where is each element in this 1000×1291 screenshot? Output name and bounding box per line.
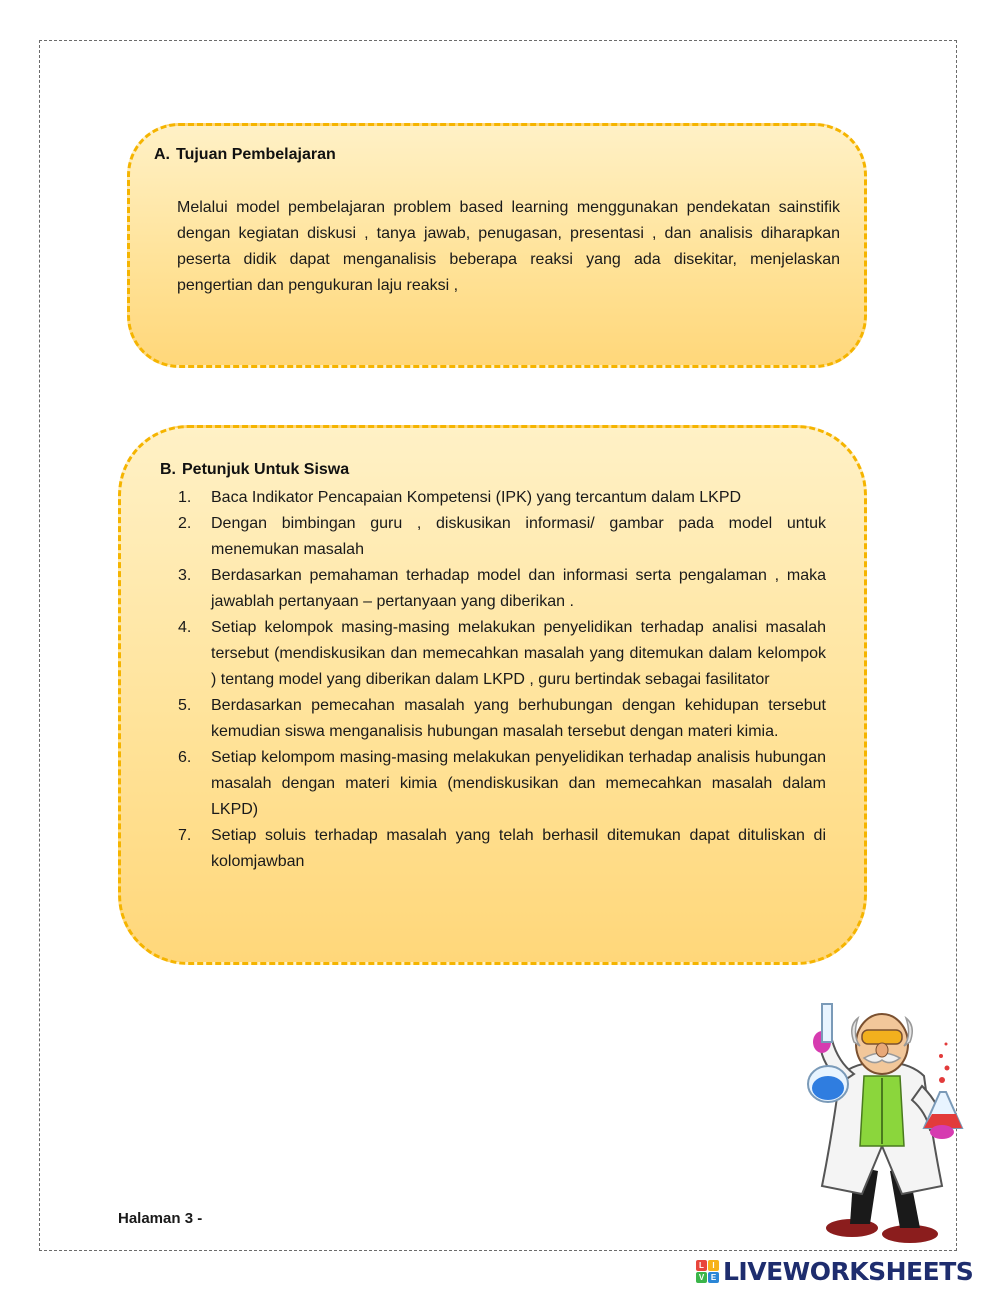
- list-item-text: Setiap soluis terhadap masalah yang telah berhasil ditemukan dapat dituliskan di kolomjawban: [211, 827, 826, 870]
- list-item-number: 2.: [178, 515, 192, 532]
- section-b-letter: B.: [160, 461, 176, 478]
- list-item-number: 3.: [178, 567, 192, 584]
- list-item-number: 5.: [178, 697, 192, 714]
- list-item: [178, 823, 826, 875]
- section-b-heading: [160, 461, 349, 479]
- section-a-body: Melalui model pembelajaran problem based learning menggunakan pendekatan sainstifik dengan kegiatan diskusi , tanya jawab, penugasan, presentasi , dan analisis diharapkan peserta didik dapat menganalisis beberapa reaksi yang ada disekitar, menjelaskan pengertian dan pengukuran laju reaksi ,: [177, 199, 840, 294]
- logo-letter: L: [696, 1260, 707, 1271]
- list-item-text: Setiap kelompom masing-masing melakukan penyelidikan terhadap analisis hubungan masalah dengan materi kimia (mendiskusikan dan memecahkan masalah dalam LKPD): [211, 749, 826, 818]
- list-item: [178, 511, 826, 563]
- list-item-text: Dengan bimbingan guru , diskusikan informasi/ gambar pada model untuk menemukan masalah: [211, 515, 826, 558]
- logo-letter: E: [708, 1272, 719, 1283]
- instruction-list: [178, 485, 826, 875]
- list-item: [178, 563, 826, 615]
- liveworksheets-logo: [696, 1260, 719, 1283]
- page-label: Halaman 3 -: [118, 1210, 203, 1227]
- section-b-title: Petunjuk Untuk Siswa: [182, 461, 350, 478]
- brand-name: LIVEWORKSHEETS: [723, 1256, 974, 1286]
- list-item: [178, 485, 826, 511]
- list-item-number: 1.: [178, 489, 192, 506]
- list-item-text: Berdasarkan pemahaman terhadap model dan informasi serta pengalaman , maka jawablah pertanyaan – pertanyaan yang diberikan .: [211, 567, 826, 610]
- scientist-icon: [792, 996, 982, 1248]
- list-item-text: Setiap kelompok masing-masing melakukan penyelidikan terhadap analisi masalah tersebut (mendiskusikan dan memecahkan masalah yang ditemukan dalam kelompok ) tentang model yang diberikan dalam LKPD , guru bertindak sebagai fasilitator: [211, 619, 826, 688]
- section-a-letter: A.: [154, 146, 170, 163]
- list-item-text: Baca Indikator Pencapaian Kompetensi (IPK) yang tercantum dalam LKPD: [211, 489, 742, 506]
- logo-letter: I: [708, 1260, 719, 1271]
- liveworksheets-brand[interactable]: [696, 1256, 973, 1286]
- list-item: [178, 615, 826, 693]
- list-item-number: 7.: [178, 827, 192, 844]
- logo-letter: V: [696, 1272, 707, 1283]
- list-item: [178, 693, 826, 745]
- list-item-text: Berdasarkan pemecahan masalah yang berhubungan dengan kehidupan tersebut kemudian siswa menganalisis hubungan masalah tersebut dengan materi kimia.: [211, 697, 826, 740]
- list-item-number: 4.: [178, 619, 192, 636]
- list-item: [178, 745, 826, 823]
- list-item-number: 6.: [178, 749, 192, 766]
- section-a-heading: [154, 146, 336, 164]
- section-a-title: Tujuan Pembelajaran: [176, 146, 336, 163]
